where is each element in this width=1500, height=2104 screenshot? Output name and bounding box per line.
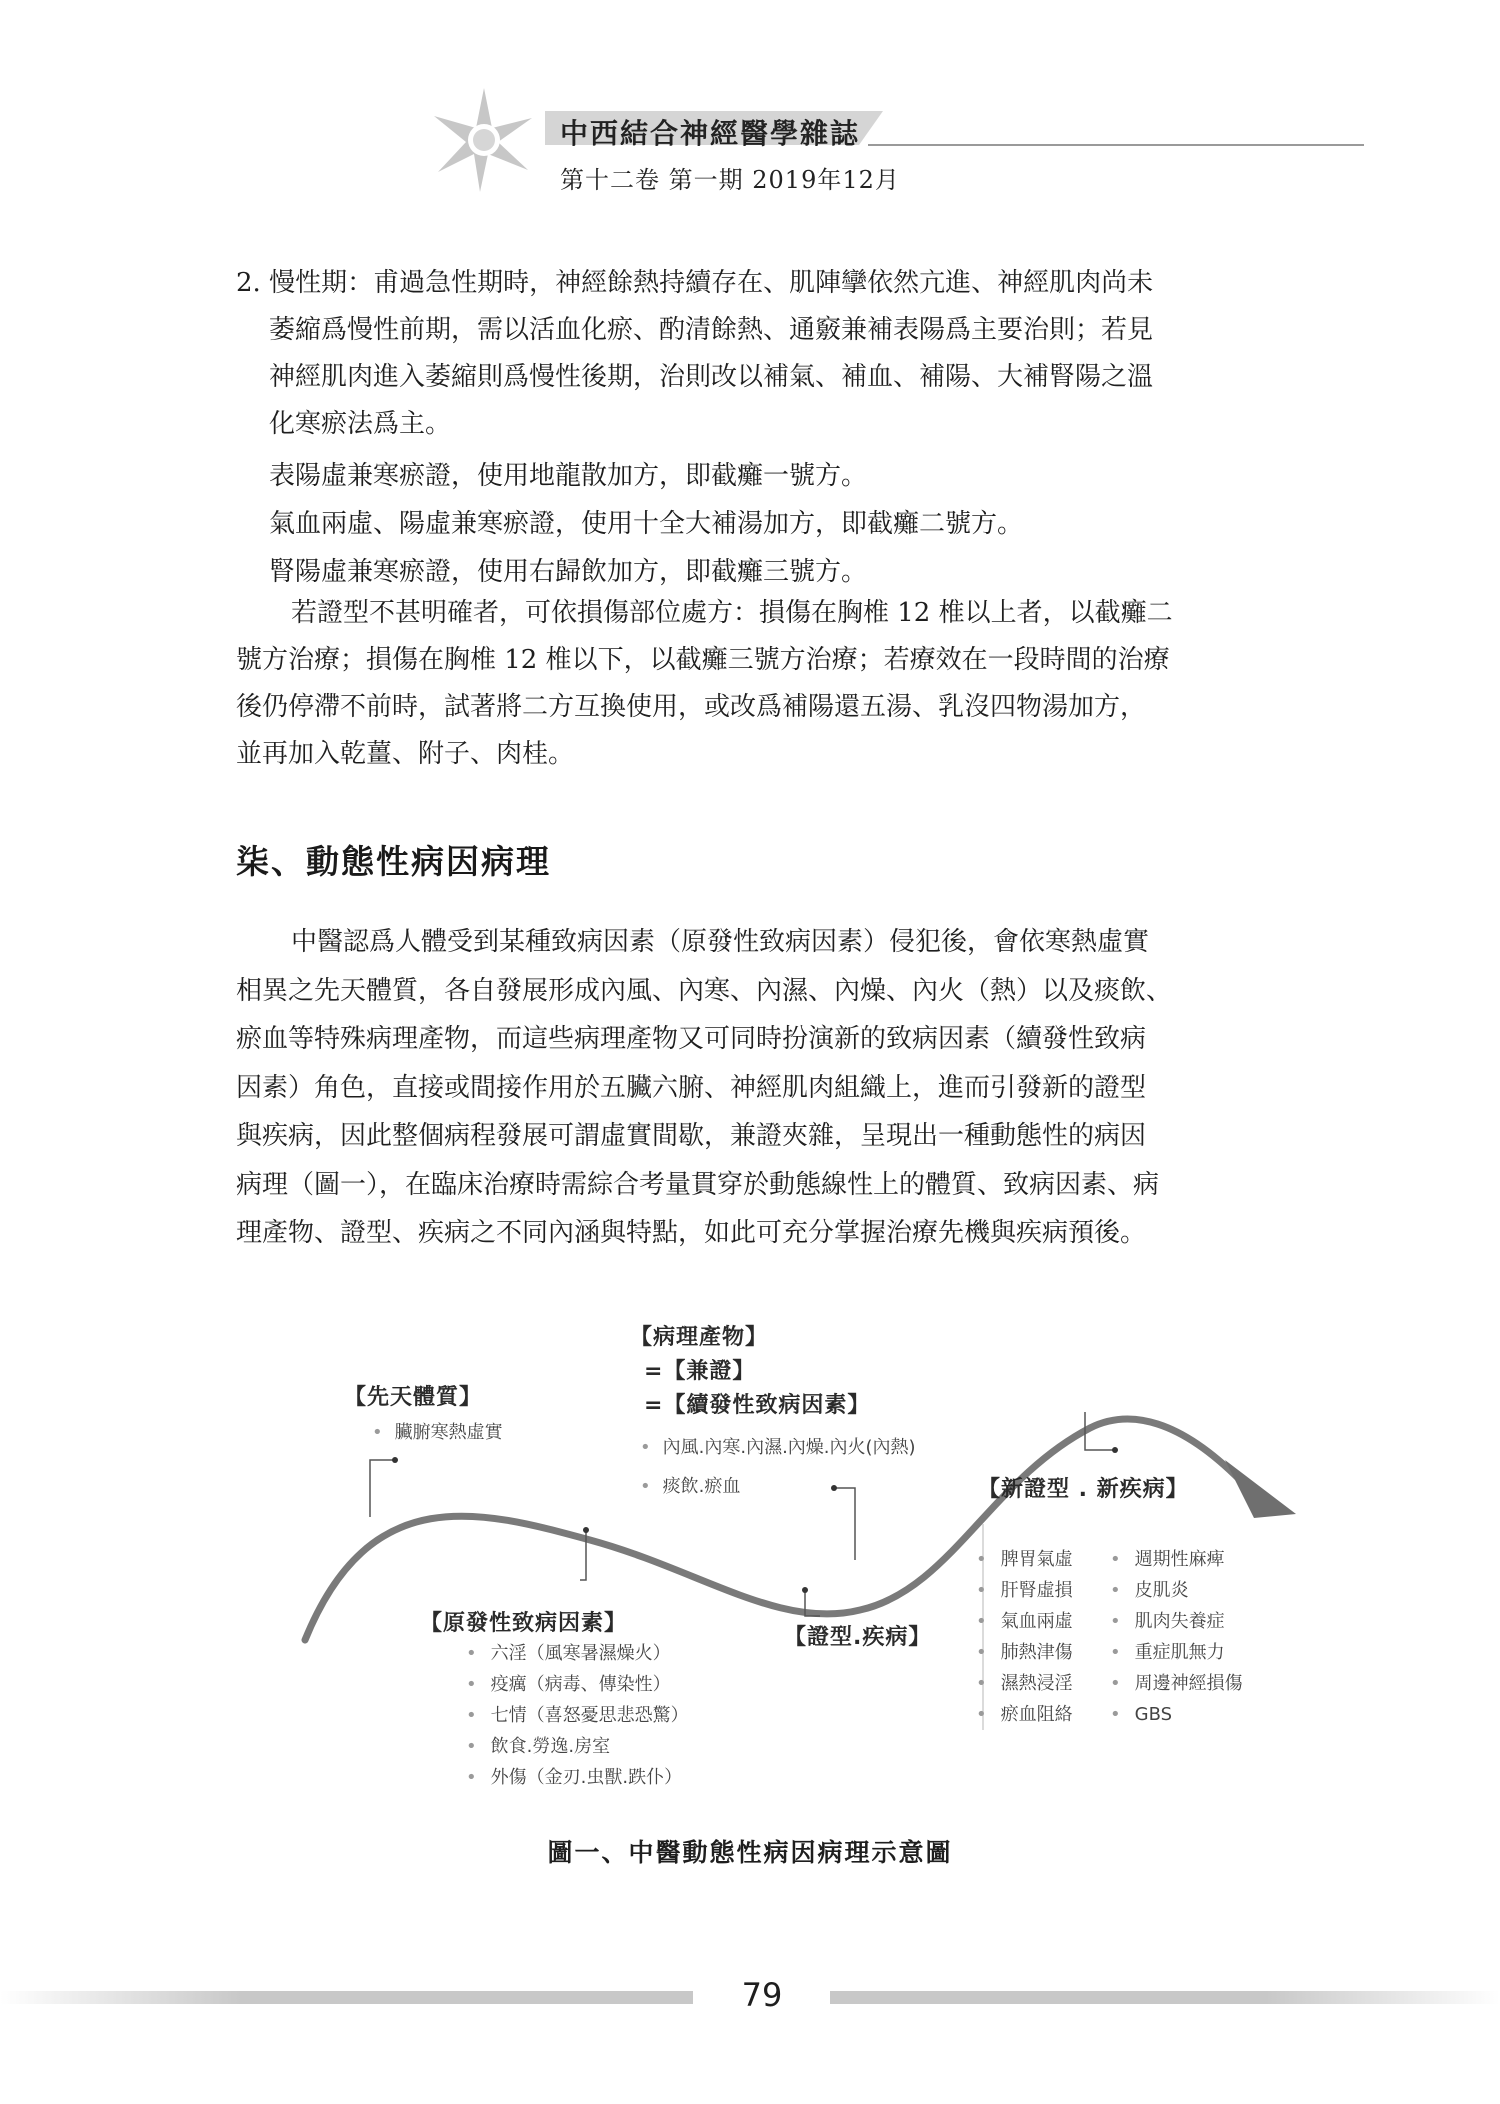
bullet-icon: •	[466, 1705, 477, 1726]
text-line: 號方治療；損傷在胸椎 12 椎以下，以截癱三號方治療；若療效在一段時間的治療	[236, 645, 1170, 675]
constitution-title: 【先天體質】	[344, 1385, 483, 1410]
list-item: • GBS	[1110, 1704, 1173, 1725]
bullet-icon: •	[976, 1580, 987, 1601]
bullet-icon: •	[976, 1611, 987, 1632]
footer-rule-right	[830, 1991, 1500, 2004]
primary-cause-list	[466, 1638, 689, 1793]
bullet-icon: •	[466, 1736, 477, 1757]
running-header	[0, 0, 1500, 200]
primary-cause-title: 【原發性致病因素】	[420, 1611, 628, 1636]
pathology-item: • 痰飲.瘀血	[640, 1476, 741, 1497]
text-line: 化寒瘀法爲主。	[269, 409, 452, 439]
bullet-icon: •	[1110, 1642, 1121, 1663]
list-item: • 周邊神經損傷	[1110, 1673, 1243, 1694]
page-number: 79	[741, 1976, 783, 2014]
figure-caption: 圖一、中醫動態性病因病理示意圖	[547, 1838, 953, 1867]
list-item: • 肌肉失養症	[1110, 1611, 1225, 1632]
text-line: 神經肌肉進入萎縮則爲慢性後期，治則改以補氣、補血、補陽、大補腎陽之溫	[269, 362, 1154, 392]
pathology-item: • 內風.內寒.內濕.內燥.內火(內熱)	[640, 1437, 916, 1458]
prescription-line-3: 腎陽虛兼寒瘀證，使用右歸飲加方，即截癱三號方。	[269, 557, 868, 587]
bullet-icon: •	[976, 1549, 987, 1570]
bullet-icon: •	[976, 1704, 987, 1725]
list-item: • 週期性麻痺	[1110, 1549, 1225, 1570]
footer-rule-left	[0, 1991, 693, 2004]
new-disease-list	[1110, 1544, 1243, 1730]
connector-constitution	[370, 1460, 395, 1517]
connector-pathology	[834, 1488, 855, 1560]
text-line: 並再加入乾薑、附子、肉桂。	[236, 739, 575, 769]
bullet-icon: •	[640, 1476, 651, 1497]
secondary-cause-title: =【續發性致病因素】	[644, 1393, 871, 1418]
bullet-icon: •	[466, 1767, 477, 1788]
list-item: • 七情（喜怒憂思悲恐驚）	[466, 1705, 689, 1726]
constitution-item: • 臟腑寒熱虛實	[372, 1422, 503, 1443]
syndrome-title: 【證型.疾病】	[784, 1625, 932, 1650]
bullet-icon: •	[976, 1673, 987, 1694]
journal-name: 中西結合神經醫學雜誌	[560, 117, 861, 150]
list-item: • 肝腎虛損	[976, 1580, 1073, 1601]
list-item: • 氣血兩虛	[976, 1611, 1073, 1632]
issue-info: 第十二卷 第一期 2019年12月	[560, 166, 900, 194]
bullet-icon: •	[1110, 1549, 1121, 1570]
text-line: 相異之先天體質，各自發展形成內風、內寒、內濕、內燥、內火（熱）以及痰飲、	[236, 975, 1173, 1006]
concurrent-syndrome-title: =【兼證】	[644, 1359, 756, 1384]
list-item: • 瘀血阻絡	[976, 1704, 1073, 1725]
bullet-icon: •	[1110, 1611, 1121, 1632]
bullet-icon: •	[466, 1674, 477, 1695]
text-line: 2. 慢性期：甫過急性期時，神經餘熱持續存在、肌陣攣依然亢進、神經肌肉尚未	[236, 268, 1154, 298]
pathology-title: 【病理產物】	[630, 1325, 769, 1350]
text-line: 若證型不甚明確者，可依損傷部位處方：損傷在胸椎 12 椎以上者，以截癱二	[291, 598, 1173, 628]
list-item: • 肺熱津傷	[976, 1642, 1073, 1663]
text-line: 理產物、證型、疾病之不同內涵與特點，如此可充分掌握治療先機與疾病預後。	[236, 1218, 1147, 1248]
list-item: • 疫癘（病毒、傳染性）	[466, 1674, 671, 1695]
arrow-head	[1225, 1460, 1296, 1518]
text-line: 後仍停滯不前時，試著將二方互換使用，或改爲補陽還五湯、乳沒四物湯加方，	[236, 692, 1147, 722]
bullet-icon: •	[1110, 1580, 1121, 1601]
bullet-icon: •	[640, 1437, 651, 1458]
list-item: • 濕熱浸淫	[976, 1673, 1073, 1694]
list-item: • 脾胃氣虛	[976, 1549, 1073, 1570]
bullet-icon: •	[372, 1422, 383, 1443]
pathology-diagram	[300, 1300, 1320, 1800]
text-line: 中醫認爲人體受到某種致病因素（原發性致病因素）侵犯後，會依寒熱虛實	[291, 927, 1150, 957]
text-line: 瘀血等特殊病理產物，而這些病理產物又可同時扮演新的致病因素（續發性致病	[236, 1024, 1147, 1054]
new-disease-title: 【新證型 . 新疾病】	[978, 1477, 1189, 1502]
chronic-stage-paragraph	[236, 260, 1153, 448]
bullet-icon: •	[1110, 1704, 1121, 1725]
bullet-icon: •	[466, 1643, 477, 1664]
text-line: 萎縮爲慢性前期，需以活血化瘀、酌清餘熱、通竅兼補表陽爲主要治則；若見	[269, 315, 1154, 345]
injury-site-paragraph	[236, 590, 1173, 778]
text-line: 與疾病，因此整個病程發展可謂虛實間歇，兼證夾雜，呈現出一種動態性的病因	[236, 1121, 1147, 1151]
list-item: • 皮肌炎	[1110, 1580, 1189, 1601]
new-syndrome-list	[976, 1544, 1073, 1730]
dynamic-pathology-paragraph	[236, 918, 1172, 1258]
star-burst-icon	[432, 88, 536, 192]
section-heading: 柒、動態性病因病理	[236, 842, 551, 881]
list-item: • 六淫（風寒暑濕燥火）	[466, 1643, 671, 1664]
list-item: • 重症肌無力	[1110, 1642, 1225, 1663]
prescription-line-2: 氣血兩虛、陽虛兼寒瘀證，使用十全大補湯加方，即截癱二號方。	[269, 509, 1024, 539]
list-item: • 飲食.勞逸.房室	[466, 1736, 611, 1757]
text-line: 因素）角色，直接或間接作用於五臟六腑、神經肌肉組織上，進而引發新的證型	[236, 1072, 1147, 1103]
text-line: 病理（圖一），在臨床治療時需綜合考量貫穿於動態線性上的體質、致病因素、病	[236, 1169, 1160, 1200]
bullet-icon: •	[976, 1642, 987, 1663]
bullet-icon: •	[1110, 1673, 1121, 1694]
list-item: • 外傷（金刃.虫獸.跌仆）	[466, 1767, 683, 1788]
header-rule	[868, 144, 1364, 146]
prescription-line-1: 表陽虛兼寒瘀證，使用地龍散加方，即截癱一號方。	[269, 461, 868, 491]
